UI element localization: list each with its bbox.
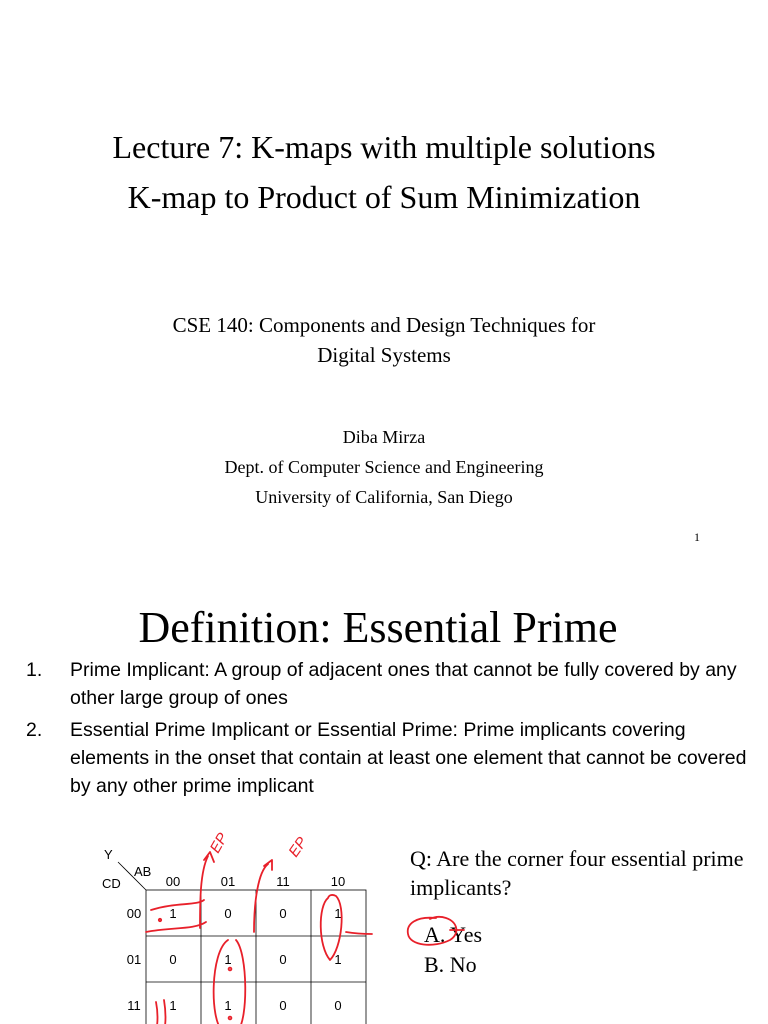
definition-text: Essential Prime Implicant or Essential Prime: Prime implicants covering elements in the onset that contain at least one element that cannot be covered by any other prime implicant xyxy=(70,719,747,797)
kmap-col-header: 00 xyxy=(165,874,181,889)
answer-circle-stroke xyxy=(408,917,464,945)
kmap-cell: 0 xyxy=(279,906,287,921)
title-line-1: Lecture 7: K-maps with multiple solutions xyxy=(112,129,656,165)
kmap-diagram xyxy=(96,830,386,1024)
definition-item xyxy=(26,716,756,800)
kmap-cell: 1 xyxy=(169,998,177,1013)
kmap-col-header: 01 xyxy=(220,874,236,889)
course-line-2: Digital Systems xyxy=(317,343,451,367)
kmap-cell: 0 xyxy=(334,998,342,1013)
definition-number: 1. xyxy=(26,659,43,681)
kmap-row-var-label: CD xyxy=(102,876,121,891)
kmap-cell: 1 xyxy=(169,906,177,921)
course-line-1: CSE 140: Components and Design Techniques for xyxy=(172,313,596,337)
ink-dot xyxy=(229,968,232,971)
kmap-cell: 0 xyxy=(169,952,177,967)
lecture-title xyxy=(0,122,768,222)
kmap-cell: 1 xyxy=(334,906,342,921)
option-label: B. xyxy=(424,952,445,977)
page-number: 1 xyxy=(694,530,700,544)
author-name: Diba Mirza xyxy=(342,427,426,447)
corner-group-mark xyxy=(156,1000,166,1024)
kmap-cell: 1 xyxy=(224,952,232,967)
ink-dot xyxy=(159,919,161,921)
kmap-cell: 0 xyxy=(224,906,232,921)
kmap-row-header: 11 xyxy=(127,998,141,1013)
option-b[interactable] xyxy=(424,950,477,980)
option-text: No xyxy=(449,952,477,977)
answer-circle-mark xyxy=(406,914,466,950)
corner-group-mark xyxy=(146,922,206,932)
kmap-output-label: Y xyxy=(104,847,113,862)
option-text: Yes xyxy=(450,922,483,947)
definition-item xyxy=(26,656,756,712)
kmap-col-var-label: AB xyxy=(134,864,152,879)
definition-text: Prime Implicant: A group of adjacent ones that cannot be fully covered by any other large group of ones xyxy=(70,659,737,709)
option-label: A. xyxy=(424,922,446,947)
kmap-cell: 1 xyxy=(224,998,232,1013)
column-10-group-oval xyxy=(321,895,342,960)
kmap-cell: 0 xyxy=(279,998,287,1013)
course-name xyxy=(0,310,768,370)
kmap-col-header: 11 xyxy=(276,874,290,889)
title-line-2: K-map to Product of Sum Minimization xyxy=(127,179,641,215)
question-text: Q: Are the corner four essential prime implicants? xyxy=(410,846,744,900)
slide-2 xyxy=(0,560,768,1024)
kmap xyxy=(96,830,386,1024)
ink-dot xyxy=(229,1017,232,1020)
kmap-row-header: 01 xyxy=(126,952,142,967)
department: Dept. of Computer Science and Engineering xyxy=(224,457,544,477)
definition-number: 2. xyxy=(26,719,43,741)
ep-annotation-2: EP xyxy=(285,834,311,861)
slide-title: Definition: Essential Prime xyxy=(138,603,618,652)
kmap-cell: 0 xyxy=(279,952,287,967)
kmap-cell: 1 xyxy=(334,952,342,967)
group-extension-line xyxy=(346,932,372,934)
ep-annotation-1: EP xyxy=(206,830,232,856)
kmap-col-header: 10 xyxy=(330,874,346,889)
corner-group-mark xyxy=(151,900,204,910)
kmap-row-header: 00 xyxy=(126,906,142,921)
university: University of California, San Diego xyxy=(255,487,513,507)
definition-list xyxy=(26,656,756,804)
author-block xyxy=(0,422,768,512)
